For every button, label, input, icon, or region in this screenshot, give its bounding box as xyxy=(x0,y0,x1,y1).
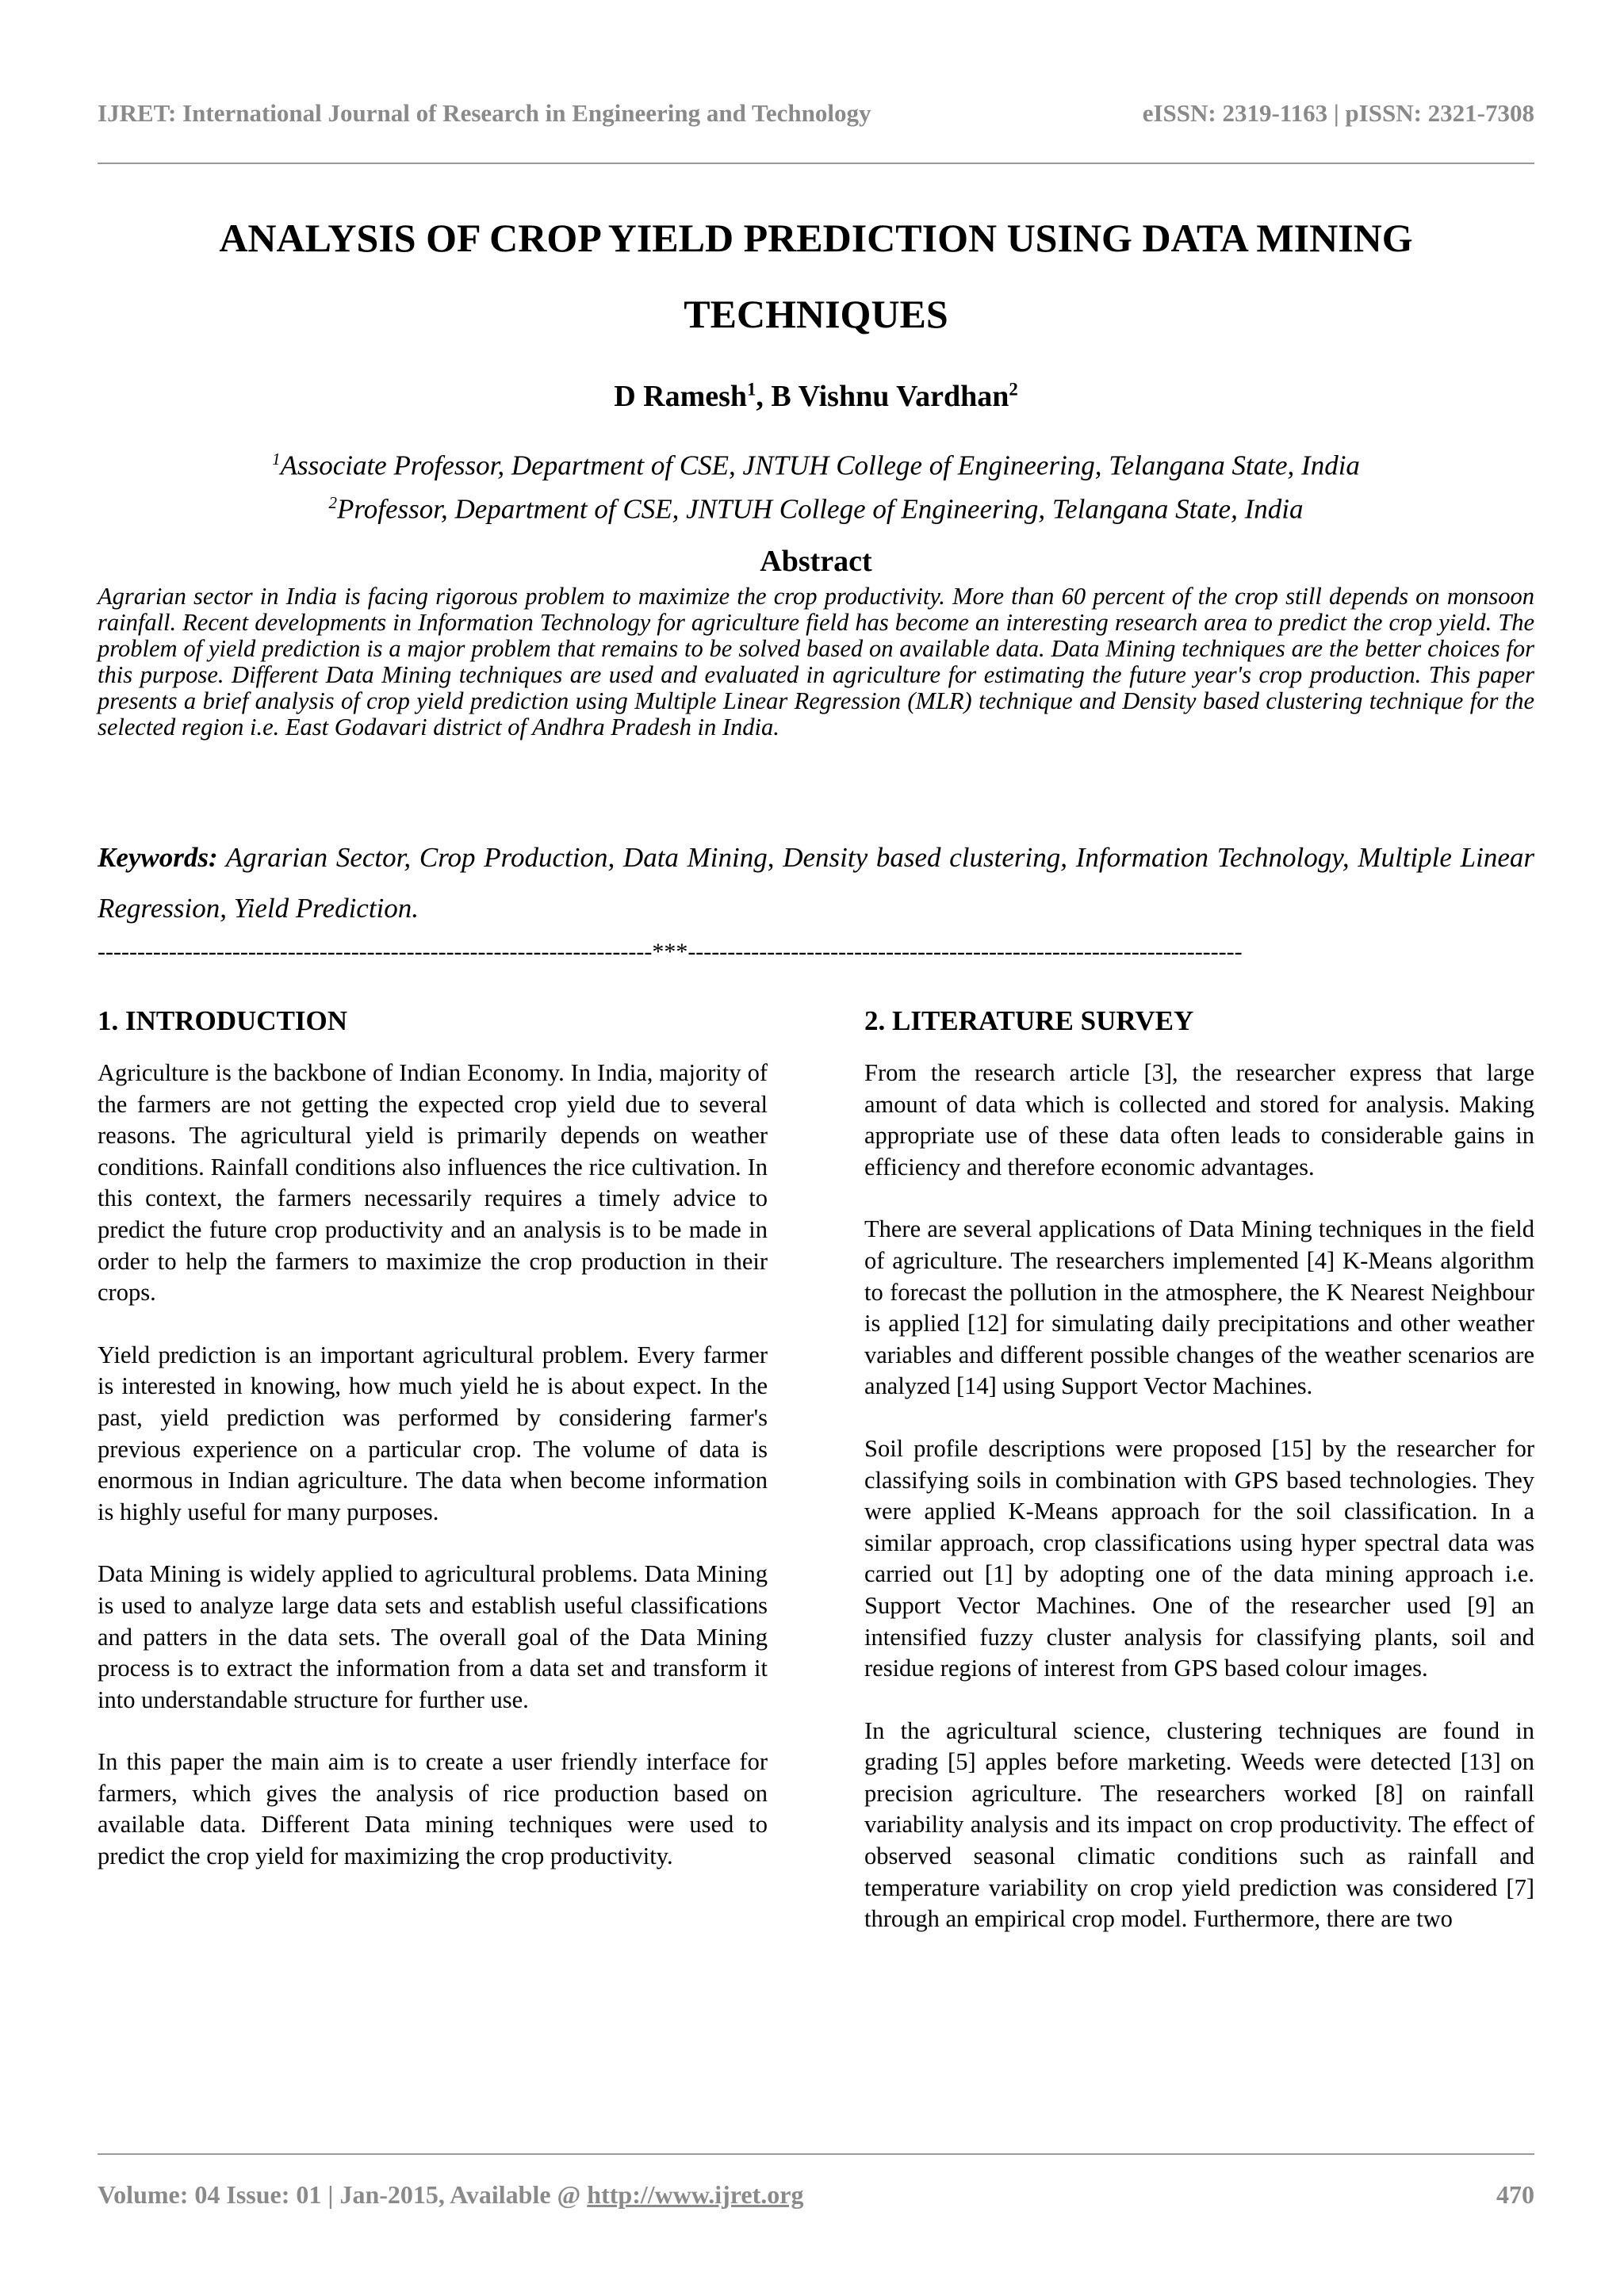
lit-paragraph: There are several applications of Data Mining techniques in the field of agriculture. The researchers implemented [4] K-Means algorithm to forecast the pollution in the atmosphere, the K Nearest Neighbour is applied [12] for simulating daily precipitations and other weather variables and different possible changes of the weather scenarios are analyzed [14] using Support Vector Machines. xyxy=(864,1215,1534,1400)
title-line-1: ANALYSIS OF CROP YIELD PREDICTION USING DATA MINING xyxy=(219,216,1413,260)
abstract-text: Agrarian sector in India is facing rigorous problem to maximize the crop productivity. More than 60 percent of the crop still depends on monsoon rainfall. Recent developments in Information Technology for agriculture field has become an interesting research area to predict the crop yield. The problem of yield prediction is a major problem that remains to be solved based on available data. Data Mining techniques are the better choices for this purpose. Different Data Mining techniques are used and evaluated in agriculture for estimating the future year's crop production. This paper presents a brief analysis of crop yield prediction using Multiple Linear Regression (MLR) technique and Density based clustering technique for the selected region i.e. East Godavari district of Andhra Pradesh in India. xyxy=(98,583,1534,740)
lit-paragraph: Soil profile descriptions were proposed [15] by the researcher for classifying soils in combination with GPS based technologies. They were applied K-Means approach for the soil classification. In a similar approach, crop classifications using hyper spectral data was carried out [1] by adopting one of the data mining approach i.e. Support Vector Machines. One of the researcher used [9] an intensified fuzzy cluster analysis for classifying plants, soil and residue regions of interest from GPS based colour images. xyxy=(864,1434,1534,1682)
affiliation-2: $^2$Professor, Department of CSE, JNTUH College of Engineering, Telangana State, India xyxy=(328,492,1304,525)
section-separator: ----------------------------------------------------------------------***---------------------------------------------------------------------- xyxy=(98,939,1243,965)
author-separator: , xyxy=(756,380,772,413)
column-left xyxy=(98,1005,768,1904)
paper-title xyxy=(98,200,1534,352)
page-number: 470 xyxy=(1496,2180,1534,2209)
running-footer xyxy=(98,2180,1534,2210)
intro-paragraph: Yield prediction is an important agricultural problem. Every farmer is interested in knowing, how much yield he is about expect. In the past, yield prediction was performed by considering farmer's previous experience on a particular crop. The volume of data is enormous in Indian agriculture. The data when become information is highly useful for many purposes. xyxy=(98,1341,768,1525)
section-heading-literature-survey: 2. LITERATURE SURVEY xyxy=(864,1005,1194,1036)
footer-rule xyxy=(98,2153,1534,2155)
author-2-sup: 2 xyxy=(1009,379,1018,400)
abstract-heading: Abstract xyxy=(760,545,872,578)
journal-name: IJRET: International Journal of Research in Engineering and Technology xyxy=(98,99,871,127)
journal-url-link[interactable]: http://www.ijret.org xyxy=(587,2180,804,2209)
keywords-label: Keywords: xyxy=(98,842,218,873)
keywords-text: Agrarian Sector, Crop Production, Data Mining, Density based clustering, Information Technology, Multiple Linear Regression, Yield Prediction. xyxy=(98,842,1534,924)
lit-paragraph: From the research article [3], the researcher express that large amount of data which is collected and stored for analysis. Making appropriate use of these data often leads to considerable gains in efficiency and therefore economic advantages. xyxy=(864,1059,1534,1181)
column-right xyxy=(864,1005,1534,1966)
lit-paragraph: In the agricultural science, clustering techniques are found in grading [5] apples before marketing. Weeds were detected [13] on precision agriculture. The researchers worked [8] on rainfall variability analysis and its impact on crop productivity. The effect of observed seasonal climatic conditions such as rainfall and temperature variability on crop yield prediction was considered [7] through an empirical crop model. Furthermore, there are two xyxy=(864,1716,1534,1933)
intro-paragraph: Agriculture is the backbone of Indian Economy. In India, majority of the farmers are not getting the expected crop yield due to several reasons. The agricultural yield is primarily depends on weather conditions. Rainfall conditions also influences the rice cultivation. In this context, the farmers necessarily requires a timely advice to predict the future crop productivity and an analysis is to be made in order to help the farmers to maximize the crop production in their crops. xyxy=(98,1059,768,1307)
author-1-sup: 1 xyxy=(747,379,756,400)
author-1: D Ramesh xyxy=(614,380,748,413)
intro-paragraph: Data Mining is widely applied to agricultural problems. Data Mining is used to analyze large data sets and establish useful classifications and patters in the data sets. The overall goal of the Data Mining process is to extract the information from a data set and transform it into understandable structure for further use. xyxy=(98,1560,768,1713)
title-line-2: TECHNIQUES xyxy=(684,292,948,336)
section-heading-introduction: 1. INTRODUCTION xyxy=(98,1005,348,1036)
footer-volume-info: Volume: 04 Issue: 01 | Jan-2015, Available @ http://www.ijret.org xyxy=(98,2180,804,2209)
header-rule xyxy=(98,163,1534,164)
author-2: B Vishnu Vardhan xyxy=(771,380,1009,413)
authors xyxy=(98,379,1534,414)
affiliation-1: $^1$Associate Professor, Department of CSE, JNTUH College of Engineering, Telangana State, India xyxy=(272,450,1360,481)
issn: eISSN: 2319-1163 | pISSN: 2321-7308 xyxy=(1142,99,1534,127)
intro-paragraph: In this paper the main aim is to create a user friendly interface for farmers, which gives the analysis of rice production based on available data. Different Data mining techniques were used to predict the crop yield for maximizing the crop productivity. xyxy=(98,1748,768,1870)
keywords xyxy=(98,832,1534,934)
affiliations xyxy=(98,441,1534,527)
running-header xyxy=(98,99,1534,128)
